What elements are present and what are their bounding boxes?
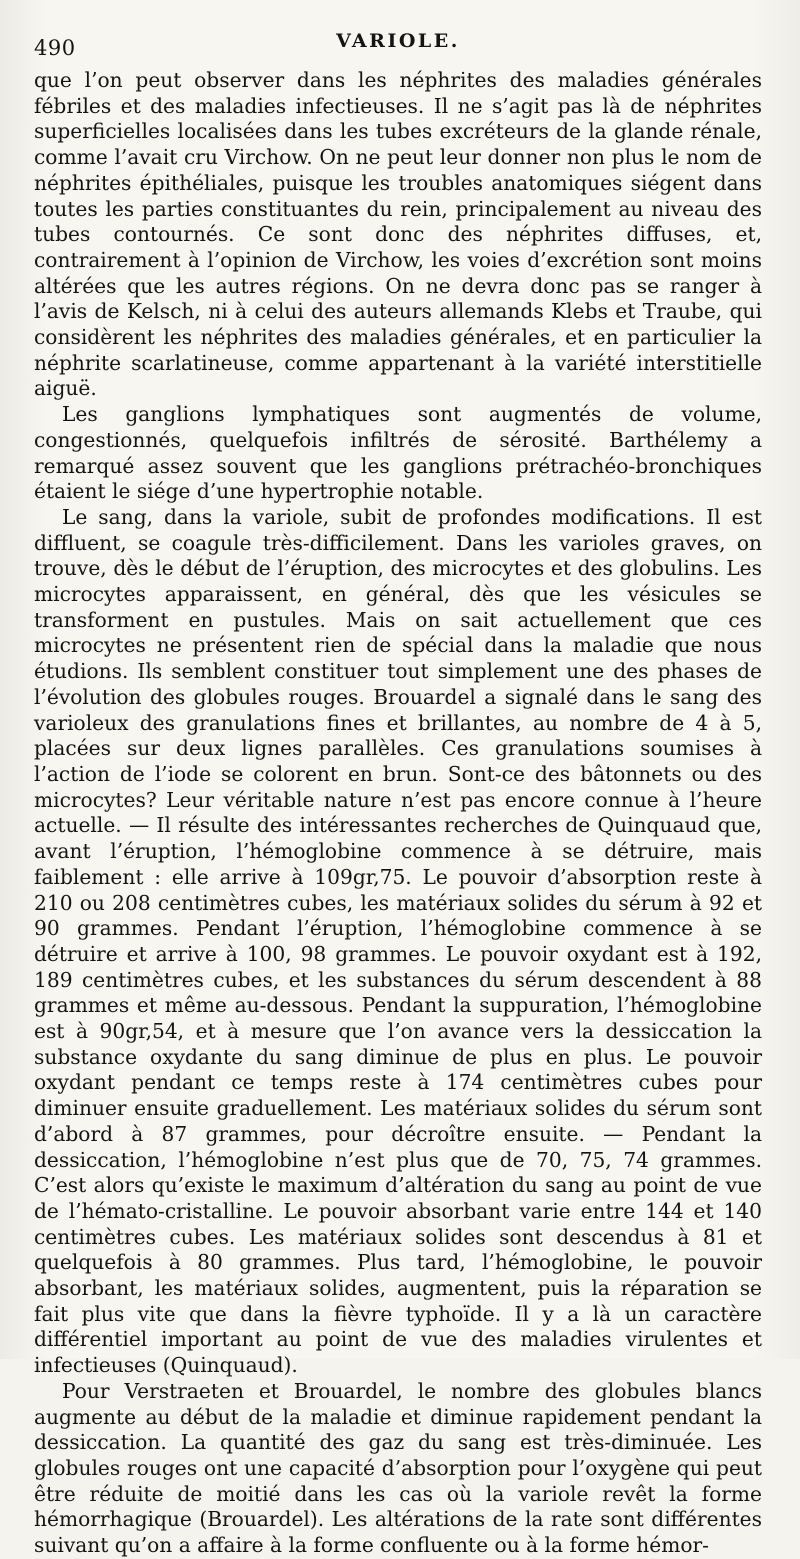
paragraph-globules: Pour Verstraeten et Brouardel, le nombre des globules blancs augmente au début de la maladie et diminue rapidement pendant la dessiccation. La quantité des gaz du sang est très-diminuée. Les globules rouges ont une capacité d’absorption pour l’oxygène qui peut être réduite de moitié dans les cas où la variole revêt la forme hémorrhagique (Brouardel). Les altérations de la rate sont différentes suivant qu’on a affaire à la forme confluente ou à la forme hémor-: [34, 1378, 762, 1558]
page-header: [34, 26, 762, 66]
body-text: [34, 68, 762, 1559]
paragraph-sang: Le sang, dans la variole, subit de profondes modifications. Il est diffluent, se coagule très-difficilement. Dans les varioles graves, on trouve, dès le début de l’éruption, des microcytes et des globulins. Les microcytes apparaissent, en général, dès que les vésicules se transforment en pustules. Mais on sait actuellement que ces microcytes ne présentent rien de spécial dans la maladie que nous étudions. Ils semblent constituer tout simplement une des phases de l’évolution des globules rouges. Brouardel a signalé dans le sang des varioleux des granulations fines et brillantes, au nombre de 4 à 5, placées sur deux lignes parallèles. Ces granulations soumises à l’action de l’iode se colorent en brun. Sont-ce des bâtonnets ou des microcytes? Leur véritable nature n’est pas encore connue à l’heure actuelle. — Il résulte des intéressantes recherches de Quinquaud que, avant l’éruption, l’hémoglobine commence à se détruire, mais faiblement : elle arrive à 109gr,75. Le pouvoir d’absorption reste à 210 ou 208 centimètres cubes, les matériaux solides du sérum à 92 et 90 grammes. Pendant l’éruption, l’hémoglobine commence à se détruire et arrive à 100, 98 grammes. Le pouvoir oxydant est à 192, 189 centimètres cubes, et les substances du sérum descendent à 88 grammes et même au-dessous. Pendant la suppuration, l’hémoglobine est à 90gr,54, et à mesure que l’on avance vers la dessiccation la substance oxydante du sang diminue de plus en plus. Le pouvoir oxydant pendant ce temps reste à 174 centimètres cubes pour diminuer ensuite graduellement. Les matériaux solides du sérum sont d’abord à 87 grammes, pour décroître ensuite. — Pendant la dessiccation, l’hémoglobine n’est plus que de 70, 75, 74 grammes. C’est alors qu’existe le maximum d’altération du sang au point de vue de l’hémato-cristalline. Le pouvoir absorbant varie entre 144 et 140 centimètres cubes. Les matériaux solides sont descendus à 81 et quelquefois à 80 grammes. Plus tard, l’hémoglobine, le pouvoir absorbant, les matériaux solides, augmentent, puis la réparation se fait plus vite que dans la fièvre typhoïde. Il y a là un caractère différentiel important au point de vue des maladies virulentes et infectieuses (Quinquaud).: [34, 504, 762, 1378]
paragraph-ganglions: Les ganglions lymphatiques sont augmentés de volume, congestionnés, quelquefois infiltrés de sérosité. Barthélemy a remarqué assez souvent que les ganglions prétrachéo-bronchiques étaient le siége d’une hypertrophie notable.: [34, 402, 762, 504]
running-head: VARIOLE.: [336, 30, 460, 52]
page-number: 490: [34, 36, 76, 60]
paragraph-continuation: que l’on peut observer dans les néphrites des maladies générales fébriles et des maladies infectieuses. Il ne s’agit pas là de néphrites superficielles localisées dans les tubes excréteurs de la glande rénale, comme l’avait cru Virchow. On ne peut leur donner non plus le nom de néphrites épithéliales, puisque les troubles anatomiques siégent dans toutes les parties constituantes du rein, principalement au niveau des tubes contournés. Ce sont donc des néphrites diffuses, et, contrairement à l’opinion de Virchow, les voies d’excrétion sont moins altérées que les autres régions. On ne devra donc pas se ranger à l’avis de Kelsch, ni à celui des auteurs allemands Klebs et Traube, qui considèrent les néphrites des maladies générales, et en particulier la néphrite scarlatineuse, comme appartenant à la variété interstitielle aiguë.: [34, 68, 762, 401]
